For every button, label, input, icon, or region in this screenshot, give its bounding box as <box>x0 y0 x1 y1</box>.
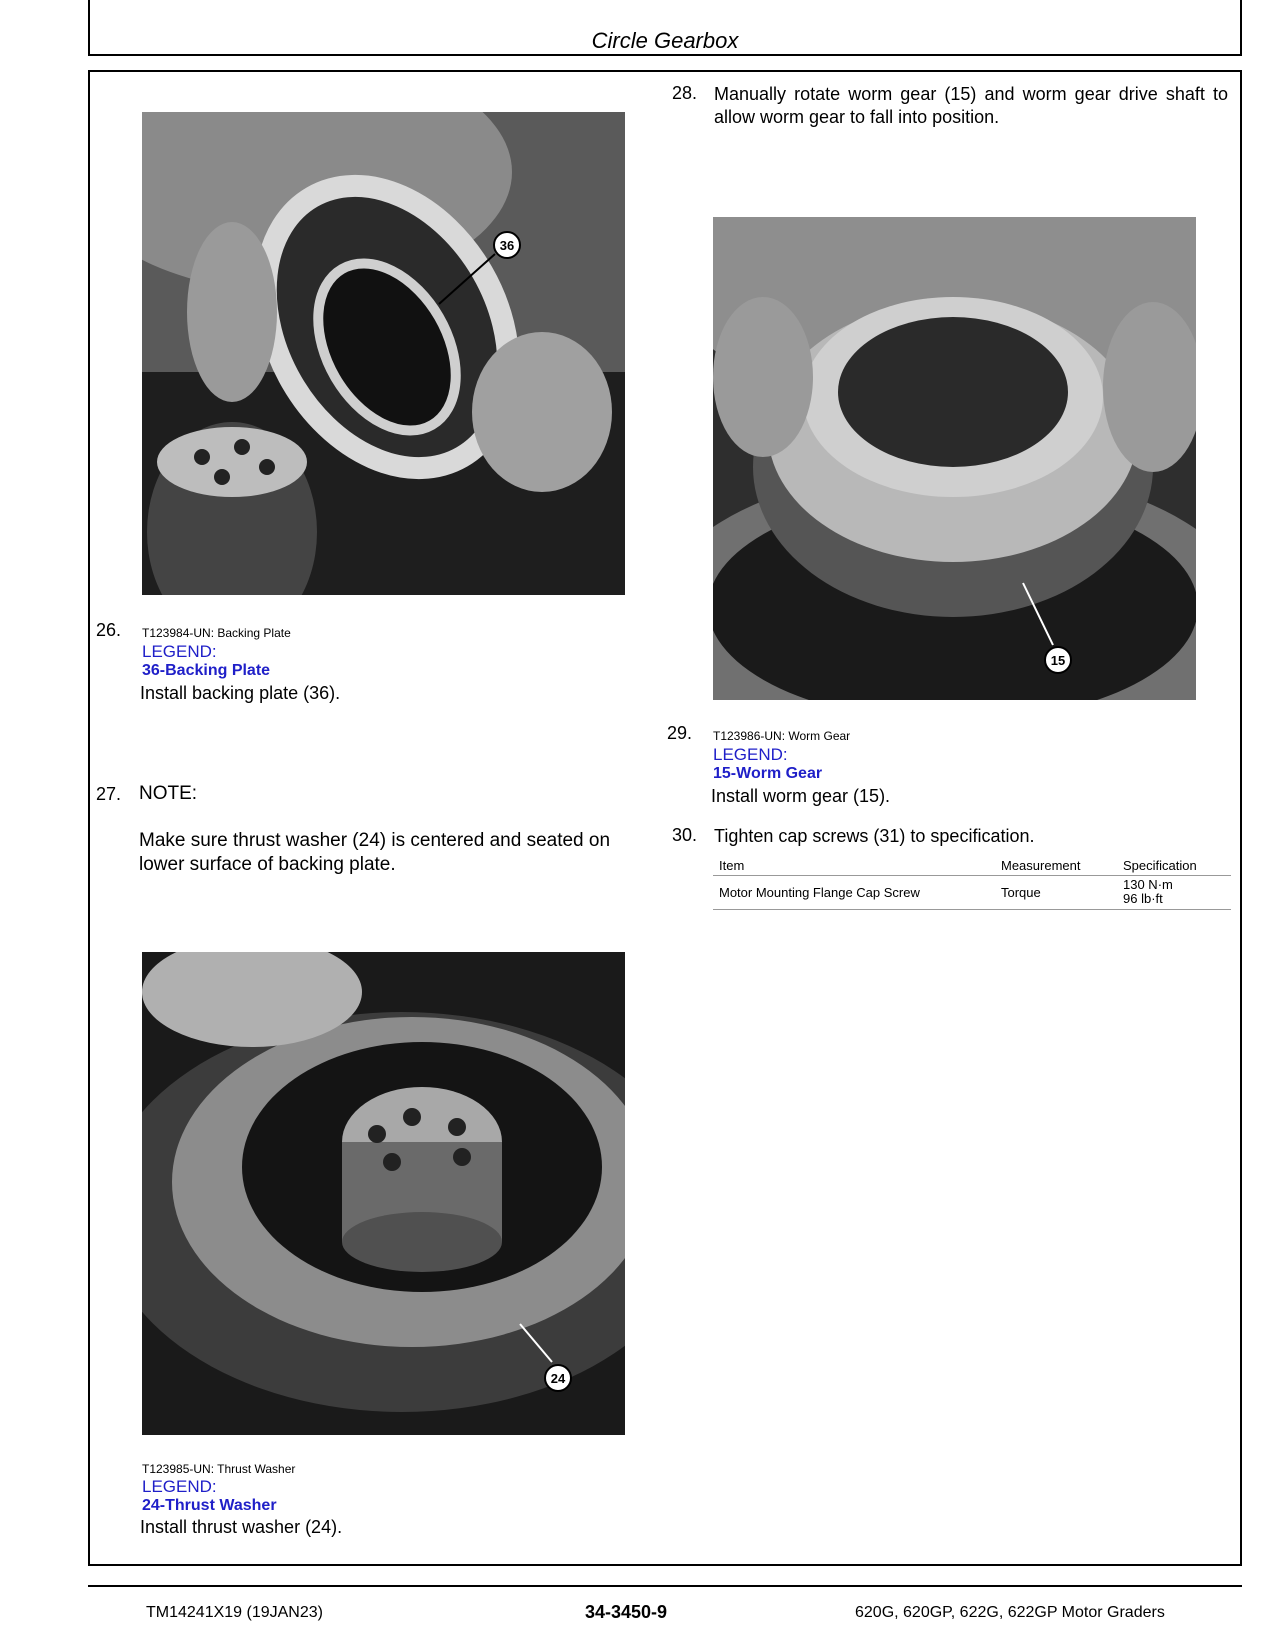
step-30-number: 30. <box>672 825 698 845</box>
spec-metric: 130 N·m <box>1123 877 1173 892</box>
spec-measurement: Torque <box>995 876 1117 910</box>
footer-divider <box>88 1585 1242 1587</box>
step-29-legend-item: 15-Worm Gear <box>713 765 823 782</box>
step-27-number: 27. <box>96 784 122 804</box>
spec-header-item: Item <box>713 856 995 876</box>
step-28-text: Manually rotate worm gear (15) and worm gear drive shaft to allow worm gear to fall into position. <box>714 84 1228 127</box>
thrust-washer-photo <box>142 952 625 1435</box>
step-26-legend-title: LEGEND: <box>142 642 217 661</box>
step-27-instruction: Install thrust washer (24). <box>140 1517 343 1537</box>
footer-page-number: 34-3450-9 <box>585 1602 668 1622</box>
step-27-caption: T123985-UN: Thrust Washer <box>142 1462 296 1476</box>
table-row <box>713 876 1231 910</box>
step-27-note: NOTE: <box>139 783 198 804</box>
step-30-text: Tighten cap screws (31) to specification. <box>714 826 1035 846</box>
spec-imperial: 96 lb·ft <box>1123 891 1163 906</box>
spec-table-header <box>713 856 1231 876</box>
step-27-legend-title: LEGEND: <box>142 1477 217 1496</box>
spec-item: Motor Mounting Flange Cap Screw <box>713 876 995 910</box>
spec-table <box>713 856 1231 910</box>
footer-doc-id: TM14241X19 (19JAN23) <box>146 1604 323 1621</box>
spec-header-specification: Specification <box>1117 856 1231 876</box>
step-28-number: 28. <box>672 83 698 103</box>
step-26-legend-item: 36-Backing Plate <box>142 662 271 679</box>
step-29-caption: T123986-UN: Worm Gear <box>713 729 851 743</box>
step-27-legend-item: 24-Thrust Washer <box>142 1497 277 1514</box>
page-title: Circle Gearbox <box>591 28 739 53</box>
step-26-text: Install backing plate (36). <box>140 683 341 703</box>
callout-24: 24 <box>550 1371 566 1386</box>
footer-models: 620G, 620GP, 622G, 622GP Motor Graders <box>855 1604 1165 1621</box>
step-26-number: 26. <box>96 620 122 640</box>
step-29-legend-title: LEGEND: <box>713 745 788 764</box>
step-29-text: Install worm gear (15). <box>711 786 891 806</box>
spec-header-measurement: Measurement <box>995 856 1117 876</box>
backing-plate-photo <box>142 112 625 595</box>
step-29-number: 29. <box>667 723 693 743</box>
step-26-caption: T123984-UN: Backing Plate <box>142 626 291 640</box>
worm-gear-photo <box>713 217 1196 700</box>
callout-36: 36 <box>499 238 515 253</box>
spec-value <box>1117 876 1231 910</box>
step-27-text: Make sure thrust washer (24) is centered and seated on lower surface of backing plate. <box>139 830 611 875</box>
callout-15: 15 <box>1050 653 1066 668</box>
